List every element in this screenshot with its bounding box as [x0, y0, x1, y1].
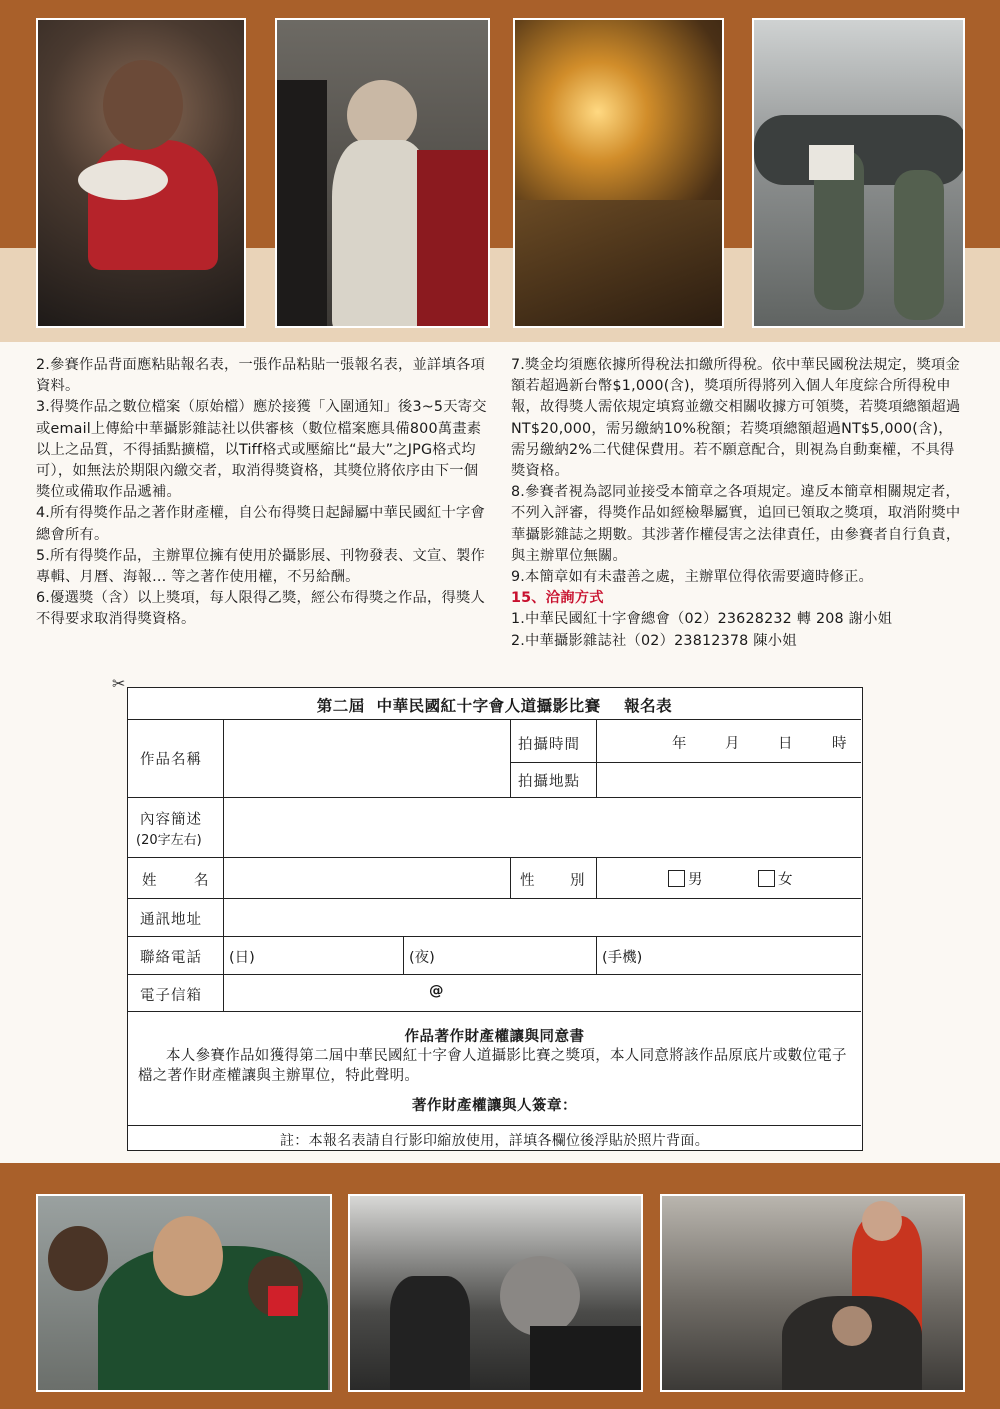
address-field[interactable] [224, 899, 861, 936]
name-label-first: 姓 [142, 873, 158, 889]
male-checkbox[interactable] [668, 868, 704, 889]
photo-child-eating [36, 18, 246, 328]
form-note: 註：本報名表請自行影印縮放使用，詳填各欄位後浮貼於照片背面。 [280, 1133, 709, 1149]
registration-form [127, 687, 863, 1151]
contact-line-2: 2.中華攝影雜誌社（02）23812378 陳小姐 [511, 632, 797, 649]
shoot-time-label: 拍攝時間 [518, 737, 580, 753]
checkbox-icon [758, 870, 775, 887]
work-name-label: 作品名稱 [140, 752, 202, 768]
email-label: 電子信箱 [140, 988, 202, 1004]
description-label: 內容簡述 [140, 812, 202, 828]
description-field[interactable] [224, 798, 861, 857]
male-label: 男 [688, 872, 704, 888]
rule-4: 4.所有得獎作品之著作財產權，自公布得獎日起歸屬中華民國紅十字會總會所有。 [36, 505, 485, 543]
shoot-place-label: 拍攝地點 [518, 774, 580, 790]
photo-volunteer-wheelchair [660, 1194, 965, 1392]
at-sign: @ [429, 983, 445, 999]
photo-helicopter-soldiers [752, 18, 965, 328]
mobile-label: (手機) [602, 950, 643, 966]
day-label: 日 [778, 736, 794, 752]
female-label: 女 [778, 872, 794, 888]
photo-children-group [36, 1194, 332, 1392]
checkbox-icon [668, 870, 685, 887]
rule-5: 5.所有得獎作品，主辦單位擁有使用於攝影展、刊物發表、文宣、製作專輯、月曆、海報… 等之著作使用權，不另給酬。 [36, 547, 485, 586]
consent-title: 作品著作財產權讓與同意書 [404, 1029, 585, 1045]
female-checkbox[interactable] [758, 868, 794, 889]
mobile-field[interactable] [597, 937, 861, 974]
rules-right-column [511, 355, 966, 652]
name-label-second: 名 [194, 873, 210, 889]
gender-label-first: 性 [520, 873, 536, 889]
scissors-icon: ✂ [112, 674, 126, 693]
day-phone-label: (日) [229, 950, 255, 966]
photo-elderly-woman [275, 18, 490, 328]
rule-7: 7.獎金均須應依據所得稅法扣繳所得稅。依中華民國稅法規定，獎項金額若超過新台幣$1,000(含)，獎項所得將列入個人年度綜合所得稅申報，故得獎人需依規定填寫並繳交相關收據方可領獎，若獎項總額超過NT$20,000，需另繳納10%稅額；若獎項總額超過NT$5,000(含)，需另繳納2%二代健保費用。若不願意配合，則視為自動棄權，不具得獎資格。 [511, 357, 961, 480]
phone-label: 聯絡電話 [140, 950, 202, 966]
name-field[interactable] [224, 858, 510, 898]
day-phone-field[interactable] [224, 937, 403, 974]
rule-8: 8.參賽者視為認同並接受本簡章之各項規定。違反本簡章相關規定者，不列入評審，得獎作品如經檢舉屬實，追回已領取之獎項，取消附獎中華攝影雜誌之期數。其涉著作權侵害之法律責任，由參賽者自行負責，與主辦單位無關。 [511, 484, 961, 564]
description-note: (20字左右) [136, 833, 202, 848]
contact-heading: 15、洽詢方式 [511, 590, 604, 607]
signature-label: 著作財產權讓與人簽章： [412, 1098, 577, 1114]
month-label: 月 [725, 736, 741, 752]
night-phone-field[interactable] [404, 937, 596, 974]
shoot-time-field[interactable] [597, 720, 861, 762]
rule-3: 3.得獎作品之數位檔案（原始檔）應於接獲「入圍通知」後3~5天寄交或email上傳給中華攝影雜誌社以供審核（數位檔案應具備800萬畫素以上之品質，不得插點擴檔，以Tiff格式或壓縮比“最大”之JPG格式均可），如無法於期限內繳交者，取消得獎資格，其獎位將依序由下一個獎位或備取作品遞補。 [36, 399, 487, 501]
gender-label-second: 別 [570, 873, 586, 889]
form-title: 第二屆 中華民國紅十字會人道攝影比賽 報名表 [316, 697, 673, 715]
rule-9: 9.本簡章如有未盡善之處，主辦單位得依需要適時修正。 [511, 569, 873, 586]
rule-6: 6.優選獎（含）以上獎項，每人限得乙獎，經公布得獎之作品，得獎人不得要求取消得獎資格。 [36, 590, 485, 628]
address-label: 通訊地址 [140, 912, 202, 928]
rule-2: 2.參賽作品背面應粘貼報名表，一張作品粘貼一張報名表，並詳填各項資料。 [36, 357, 485, 395]
photo-sunset-volunteers [513, 18, 724, 328]
rules-left-column [36, 355, 492, 631]
consent-body: 本人參賽作品如獲得第二屆中華民國紅十字會人道攝影比賽之獎項，本人同意將該作品原底片或數位電子檔之著作財產權讓與主辦單位，特此聲明。 [138, 1048, 847, 1084]
photo-wheelchair-smiling [348, 1194, 643, 1392]
email-field[interactable] [224, 975, 861, 1011]
hour-label: 時 [832, 736, 848, 752]
year-label: 年 [672, 736, 688, 752]
signature-field[interactable] [588, 1088, 848, 1122]
work-name-field[interactable] [224, 720, 510, 797]
night-phone-label: (夜) [409, 950, 435, 966]
shoot-place-field[interactable] [597, 763, 861, 797]
contact-line-1: 1.中華民國紅十字會總會（02）23628232 轉 208 謝小姐 [511, 611, 893, 628]
